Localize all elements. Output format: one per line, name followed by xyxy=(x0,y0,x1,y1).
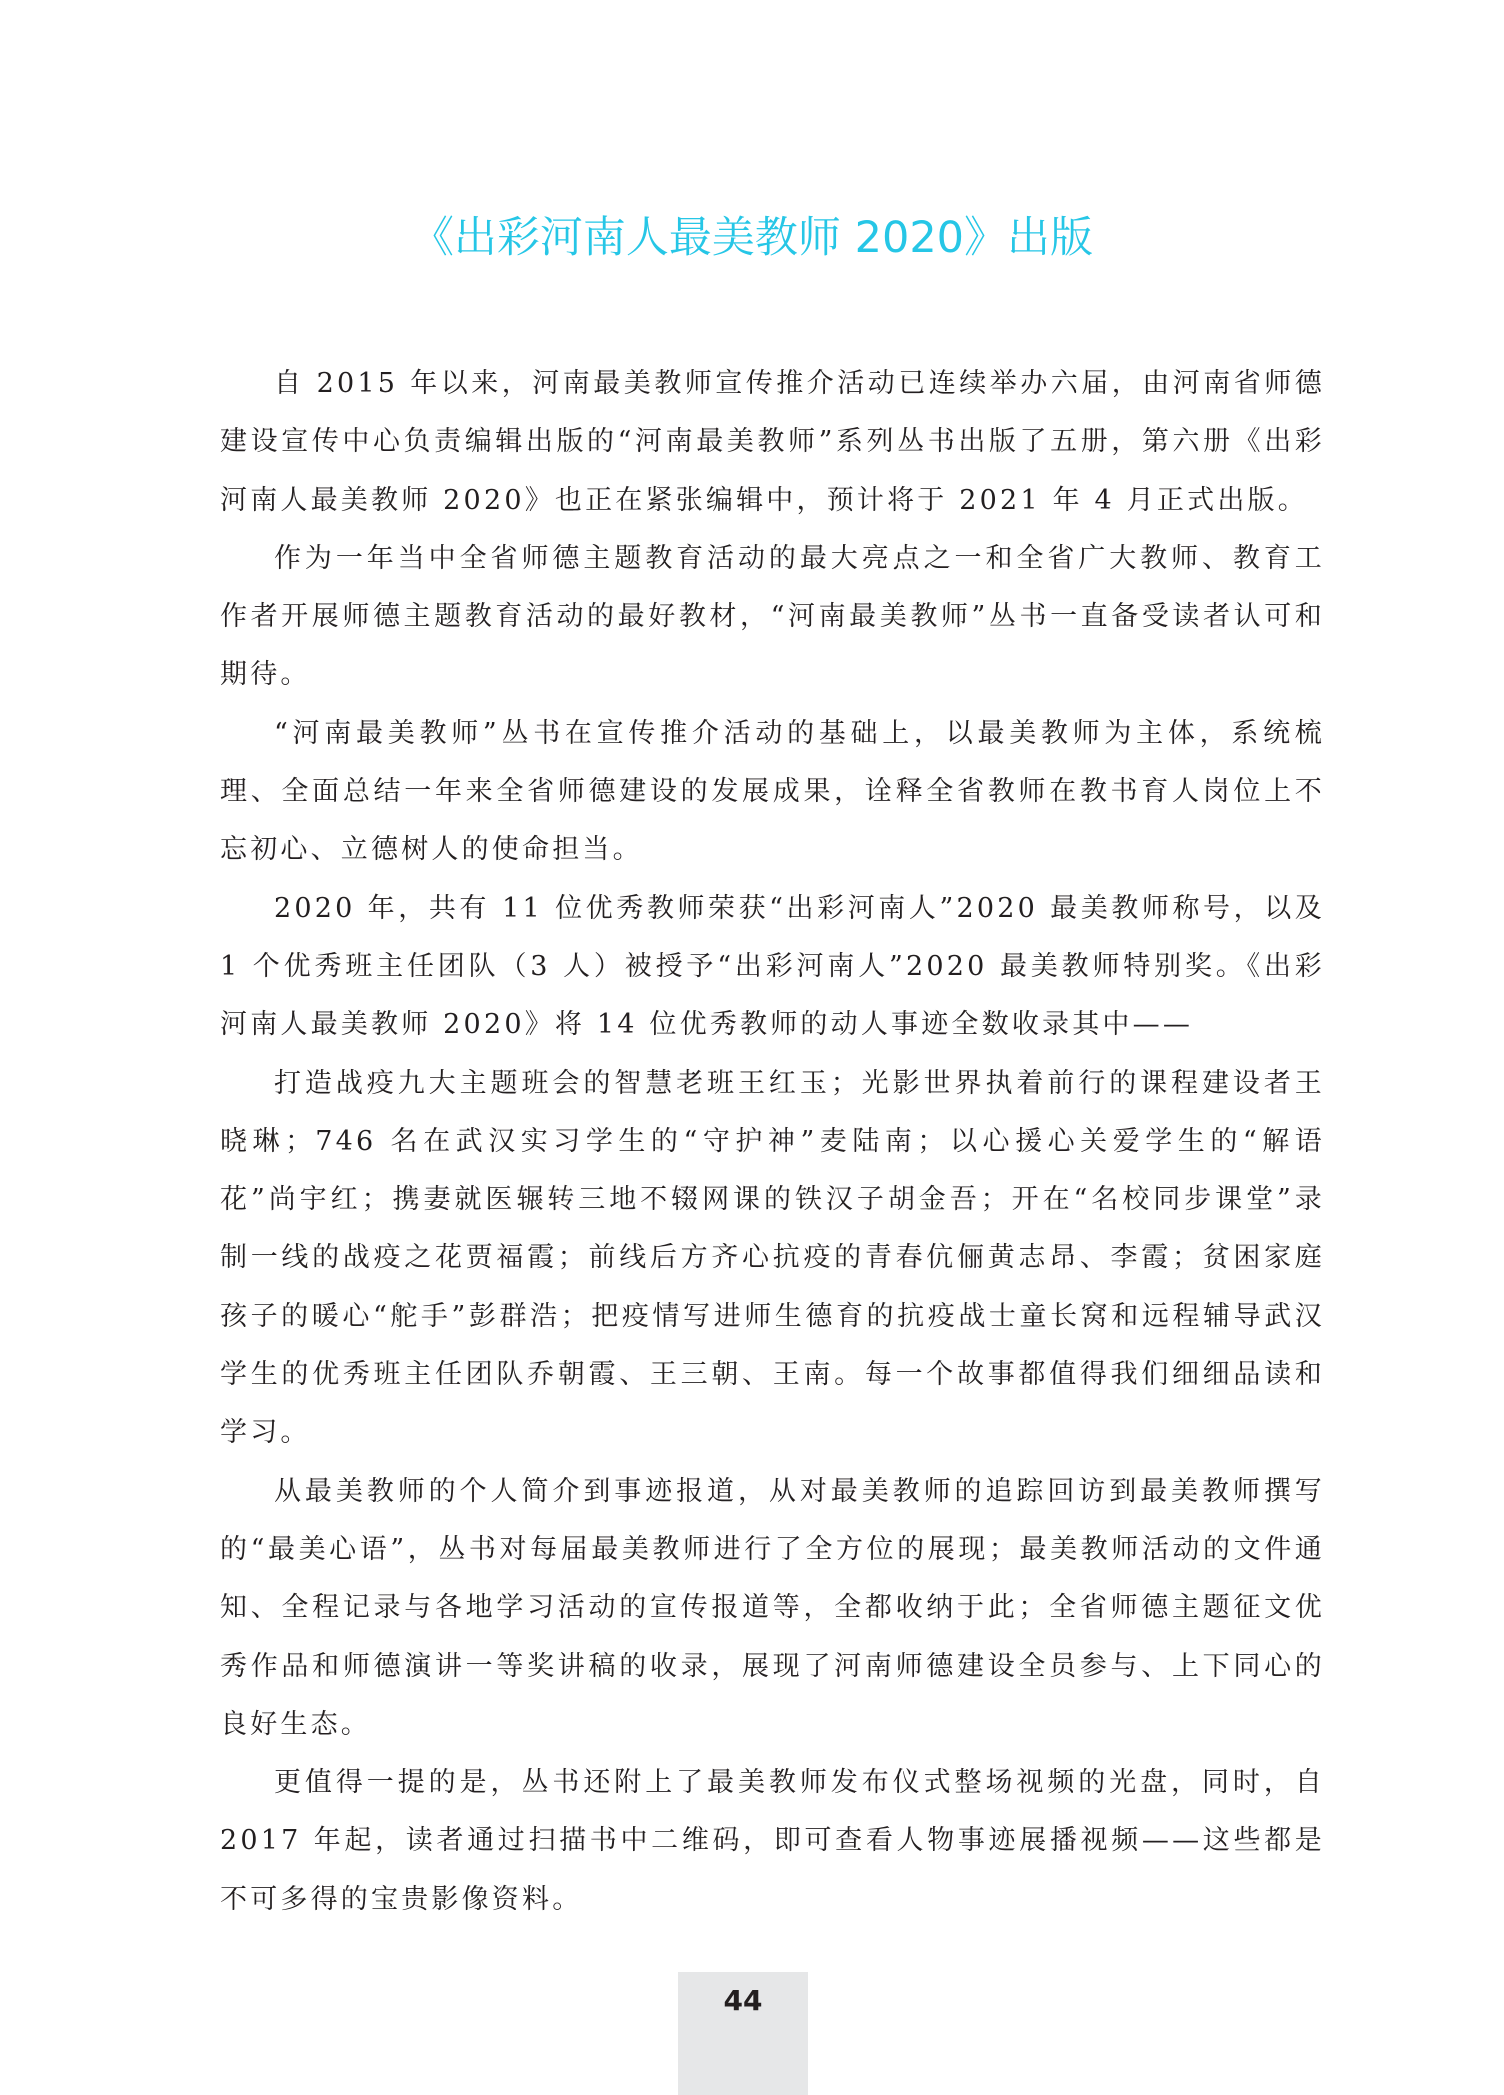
paragraph: 2020 年，共有 11 位优秀教师荣获“出彩河南人”2020 最美教师称号，以及 1 个优秀班主任团队（3 人）被授予“出彩河南人”2020 最美教师特别奖。《出彩河南人最美教师 2020》将 14 位优秀教师的动人事迹全数收录其中—— xyxy=(220,892,1325,1041)
paragraph: 从最美教师的个人简介到事迹报道，从对最美教师的追踪回访到最美教师撰写的“最美心语”，丛书对每届最美教师进行了全方位的展现；最美教师活动的文件通知、全程记录与各地学习活动的宣传报道等，全都收纳于此；全省师德主题征文优秀作品和师德演讲一等奖讲稿的收录，展现了河南师德建设全员参与、上下同心的良好生态。 xyxy=(220,1475,1325,1740)
paragraph: 打造战疫九大主题班会的智慧老班王红玉；光影世界执着前行的课程建设者王晓琳；746 名在武汉实习学生的“守护神”麦陆南；以心援心关爱学生的“解语花”尚宇红；携妻就医辗转三地不辍网课的铁汉子胡金吾；开在“名校同步课堂”录制一线的战疫之花贾福霞；前线后方齐心抗疫的青春伉俪黄志昂、李霞；贫困家庭孩子的暖心“舵手”彭群浩；把疫情写进师生德育的抗疫战士童长窝和远程辅导武汉学生的优秀班主任团队乔朝霞、王三朝、王南。每一个故事都值得我们细细品读和学习。 xyxy=(220,1067,1325,1449)
paragraph: 作为一年当中全省师德主题教育活动的最大亮点之一和全省广大教师、教育工作者开展师德主题教育活动的最好教材，“河南最美教师”丛书一直备受读者认可和期待。 xyxy=(220,542,1325,691)
page-number: 44 xyxy=(723,1984,763,2017)
paragraph: 自 2015 年以来，河南最美教师宣传推介活动已连续举办六届，由河南省师德建设宣传中心负责编辑出版的“河南最美教师”系列丛书出版了五册，第六册《出彩河南人最美教师 2020》也正在紧张编辑中，预计将于 2021 年 4 月正式出版。 xyxy=(220,368,1325,516)
page-title: 《出彩河南人最美教师 2020》出版 xyxy=(410,213,1094,263)
article-body xyxy=(220,355,1325,1929)
paragraph: 更值得一提的是，丛书还附上了最美教师发布仪式整场视频的光盘，同时，自 2017 年起，读者通过扫描书中二维码，即可查看人物事迹展播视频——这些都是不可多得的宝贵影像资料。 xyxy=(220,1767,1325,1915)
paragraph: “河南最美教师”丛书在宣传推介活动的基础上，以最美教师为主体，系统梳理、全面总结一年来全省师德建设的发展成果，诠释全省教师在教书育人岗位上不忘初心、立德树人的使命担当。 xyxy=(220,717,1325,866)
page-number-box xyxy=(678,1972,808,2095)
